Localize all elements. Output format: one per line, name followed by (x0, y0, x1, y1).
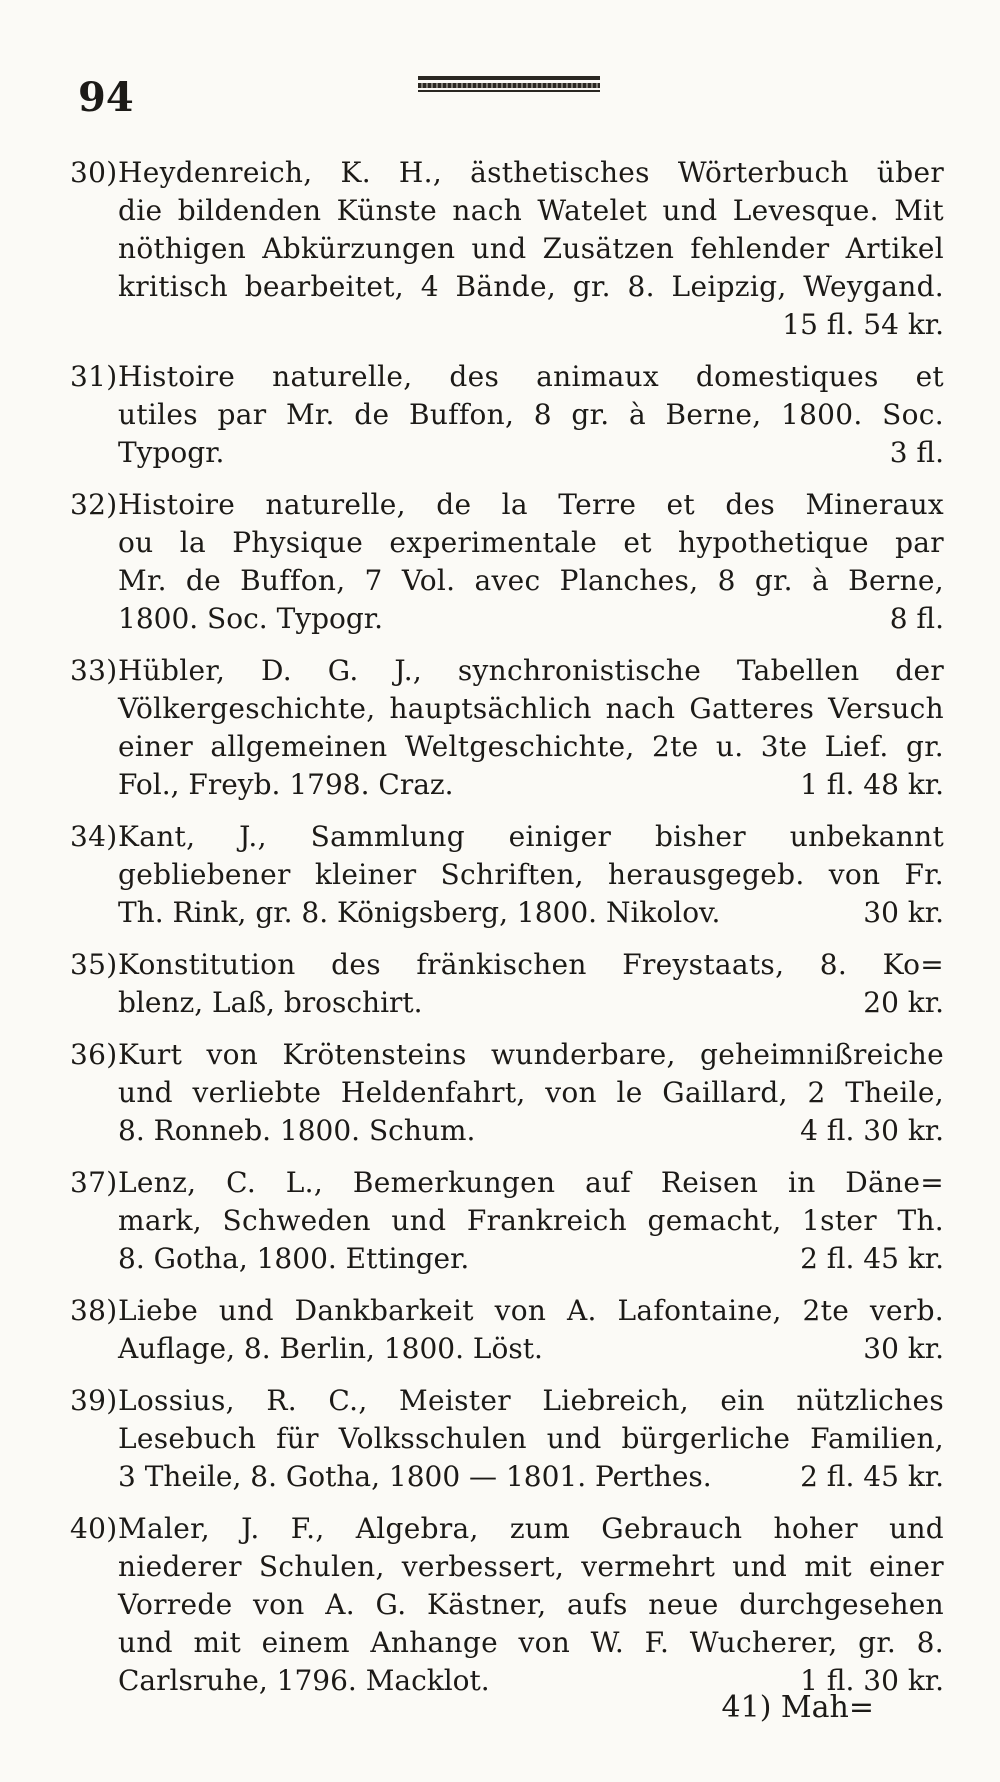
entry-first-line (70, 1510, 944, 1548)
entry-number: 40) (70, 1512, 118, 1545)
entry-line-text: Lossius, R. C., Meister Liebreich, ein nützliches (118, 1384, 944, 1417)
entry-price: 3 fl. (889, 436, 944, 469)
catalog-entry (70, 1164, 944, 1278)
entry-first-line (70, 1292, 944, 1330)
entry-price-row (70, 766, 944, 804)
catalog-entry (70, 154, 944, 344)
entry-first-line (70, 154, 944, 192)
entry-price: 1 fl. 48 kr. (800, 768, 944, 801)
entry-imprint: Typogr. (118, 436, 225, 469)
entry-number: 37) (70, 1166, 118, 1199)
catalog-entry (70, 818, 944, 932)
entry-line: niederer Schulen, verbessert, vermehrt und mit einer (118, 1550, 944, 1583)
entry-price-row (70, 1112, 944, 1150)
entry-line: Vorrede von A. G. Kästner, aufs neue durchgesehen (118, 1588, 944, 1621)
entry-price: 2 fl. 45 kr. (800, 1460, 944, 1493)
entry-first-line (70, 358, 944, 396)
entry-number: 39) (70, 1384, 118, 1417)
entry-price-row (70, 1240, 944, 1278)
entry-line: Mr. de Buffon, 7 Vol. avec Planches, 8 gr. à Berne, (118, 564, 944, 597)
entry-line-text: Hübler, D. G. J., synchronistische Tabellen der (118, 654, 944, 687)
entry-price-row (70, 1330, 944, 1368)
catalog-entries (70, 154, 944, 1714)
entry-price: 30 kr. (863, 1332, 944, 1365)
entry-price-row (70, 984, 944, 1022)
entry-line: Völkergeschichte, hauptsächlich nach Gatteres Versuch (118, 692, 944, 725)
entry-price: 1 fl. 30 kr. (800, 1664, 944, 1697)
entry-price-row (70, 600, 944, 638)
entry-imprint: 8. Ronneb. 1800. Schum. (118, 1114, 476, 1147)
entry-price-row (70, 1458, 944, 1496)
entry-line: nöthigen Abkürzungen und Zusätzen fehlender Artikel (118, 232, 944, 265)
entry-number: 34) (70, 820, 118, 853)
entry-price: 2 fl. 45 kr. (800, 1242, 944, 1275)
entry-price: 8 fl. (889, 602, 944, 635)
catalog-entry (70, 1510, 944, 1700)
entry-price: 30 kr. (863, 896, 944, 929)
entry-line: gebliebener kleiner Schriften, herausgegeb. von Fr. (118, 858, 944, 891)
entry-number: 30) (70, 156, 118, 189)
entry-first-line (70, 486, 944, 524)
entry-price: 15 fl. 54 kr. (782, 308, 944, 341)
entry-line-text: Histoire naturelle, de la Terre et des Mineraux (118, 488, 944, 521)
catalog-entry (70, 486, 944, 638)
entry-imprint: 1800. Soc. Typogr. (118, 602, 383, 635)
entry-line-text: Lenz, C. L., Bemerkungen auf Reisen in Däne= (118, 1166, 944, 1199)
entry-line: die bildenden Künste nach Watelet und Levesque. Mit (118, 194, 944, 227)
entry-first-line (70, 1036, 944, 1074)
entry-line: mark, Schweden und Frankreich gemacht, 1ster Th. (118, 1204, 944, 1237)
entry-number: 38) (70, 1294, 118, 1327)
entry-line: utiles par Mr. de Buffon, 8 gr. à Berne, 1800. Soc. (118, 398, 944, 431)
entry-first-line (70, 652, 944, 690)
entry-line-text: Histoire naturelle, des animaux domestiques et (118, 360, 944, 393)
header-rule (418, 76, 600, 90)
entry-first-line (70, 818, 944, 856)
entry-first-line (70, 1164, 944, 1202)
entry-number: 31) (70, 360, 118, 393)
entry-price: 20 kr. (863, 986, 944, 1019)
catalog-entry (70, 1292, 944, 1368)
entry-line-text: Liebe und Dankbarkeit von A. Lafontaine, 2te verb. (118, 1294, 944, 1327)
entry-first-line (70, 1382, 944, 1420)
entry-line: ou la Physique experimentale et hypothetique par (118, 526, 944, 559)
entry-number: 35) (70, 948, 118, 981)
entry-imprint: Fol., Freyb. 1798. Craz. (118, 768, 454, 801)
entry-number: 36) (70, 1038, 118, 1071)
entry-line: und verliebte Heldenfahrt, von le Gaillard, 2 Theile, (118, 1076, 944, 1109)
catalog-entry (70, 1036, 944, 1150)
entry-imprint: 3 Theile, 8. Gotha, 1800 — 1801. Perthes. (118, 1460, 712, 1493)
entry-line-text: Konstitution des fränkischen Freystaats, 8. Ko= (118, 948, 944, 981)
entry-first-line (70, 946, 944, 984)
entry-price-row (70, 894, 944, 932)
entry-line: einer allgemeinen Weltgeschichte, 2te u. 3te Lief. gr. (118, 730, 944, 763)
entry-line: Lesebuch für Volksschulen und bürgerliche Familien, (118, 1422, 944, 1455)
entry-imprint: Carlsruhe, 1796. Macklot. (118, 1664, 490, 1697)
entry-imprint: Auflage, 8. Berlin, 1800. Löst. (118, 1332, 543, 1365)
entry-line-text: Heydenreich, K. H., ästhetisches Wörterbuch über (118, 156, 944, 189)
catchword: 41) Mah= (721, 1690, 874, 1725)
page-number: 94 (78, 74, 134, 121)
catalog-entry (70, 1382, 944, 1496)
entry-price-row (70, 434, 944, 472)
entry-number: 33) (70, 654, 118, 687)
entry-imprint: Th. Rink, gr. 8. Königsberg, 1800. Nikolov. (118, 896, 721, 929)
entry-price: 4 fl. 30 kr. (800, 1114, 944, 1147)
entry-line-text: Kant, J., Sammlung einiger bisher unbekannt (118, 820, 944, 853)
catalog-entry (70, 358, 944, 472)
entry-line: und mit einem Anhange von W. F. Wucherer, gr. 8. (118, 1626, 944, 1659)
entry-imprint: 8. Gotha, 1800. Ettinger. (118, 1242, 470, 1275)
entry-line-text: Maler, J. F., Algebra, zum Gebrauch hoher und (118, 1512, 944, 1545)
entry-line-text: Kurt von Krötensteins wunderbare, geheimnißreiche (118, 1038, 944, 1071)
catalog-entry (70, 652, 944, 804)
entry-line: kritisch bearbeitet, 4 Bände, gr. 8. Leipzig, Weygand. (118, 270, 944, 303)
entry-number: 32) (70, 488, 118, 521)
catalog-entry (70, 946, 944, 1022)
entry-imprint: blenz, Laß, broschirt. (118, 986, 423, 1019)
